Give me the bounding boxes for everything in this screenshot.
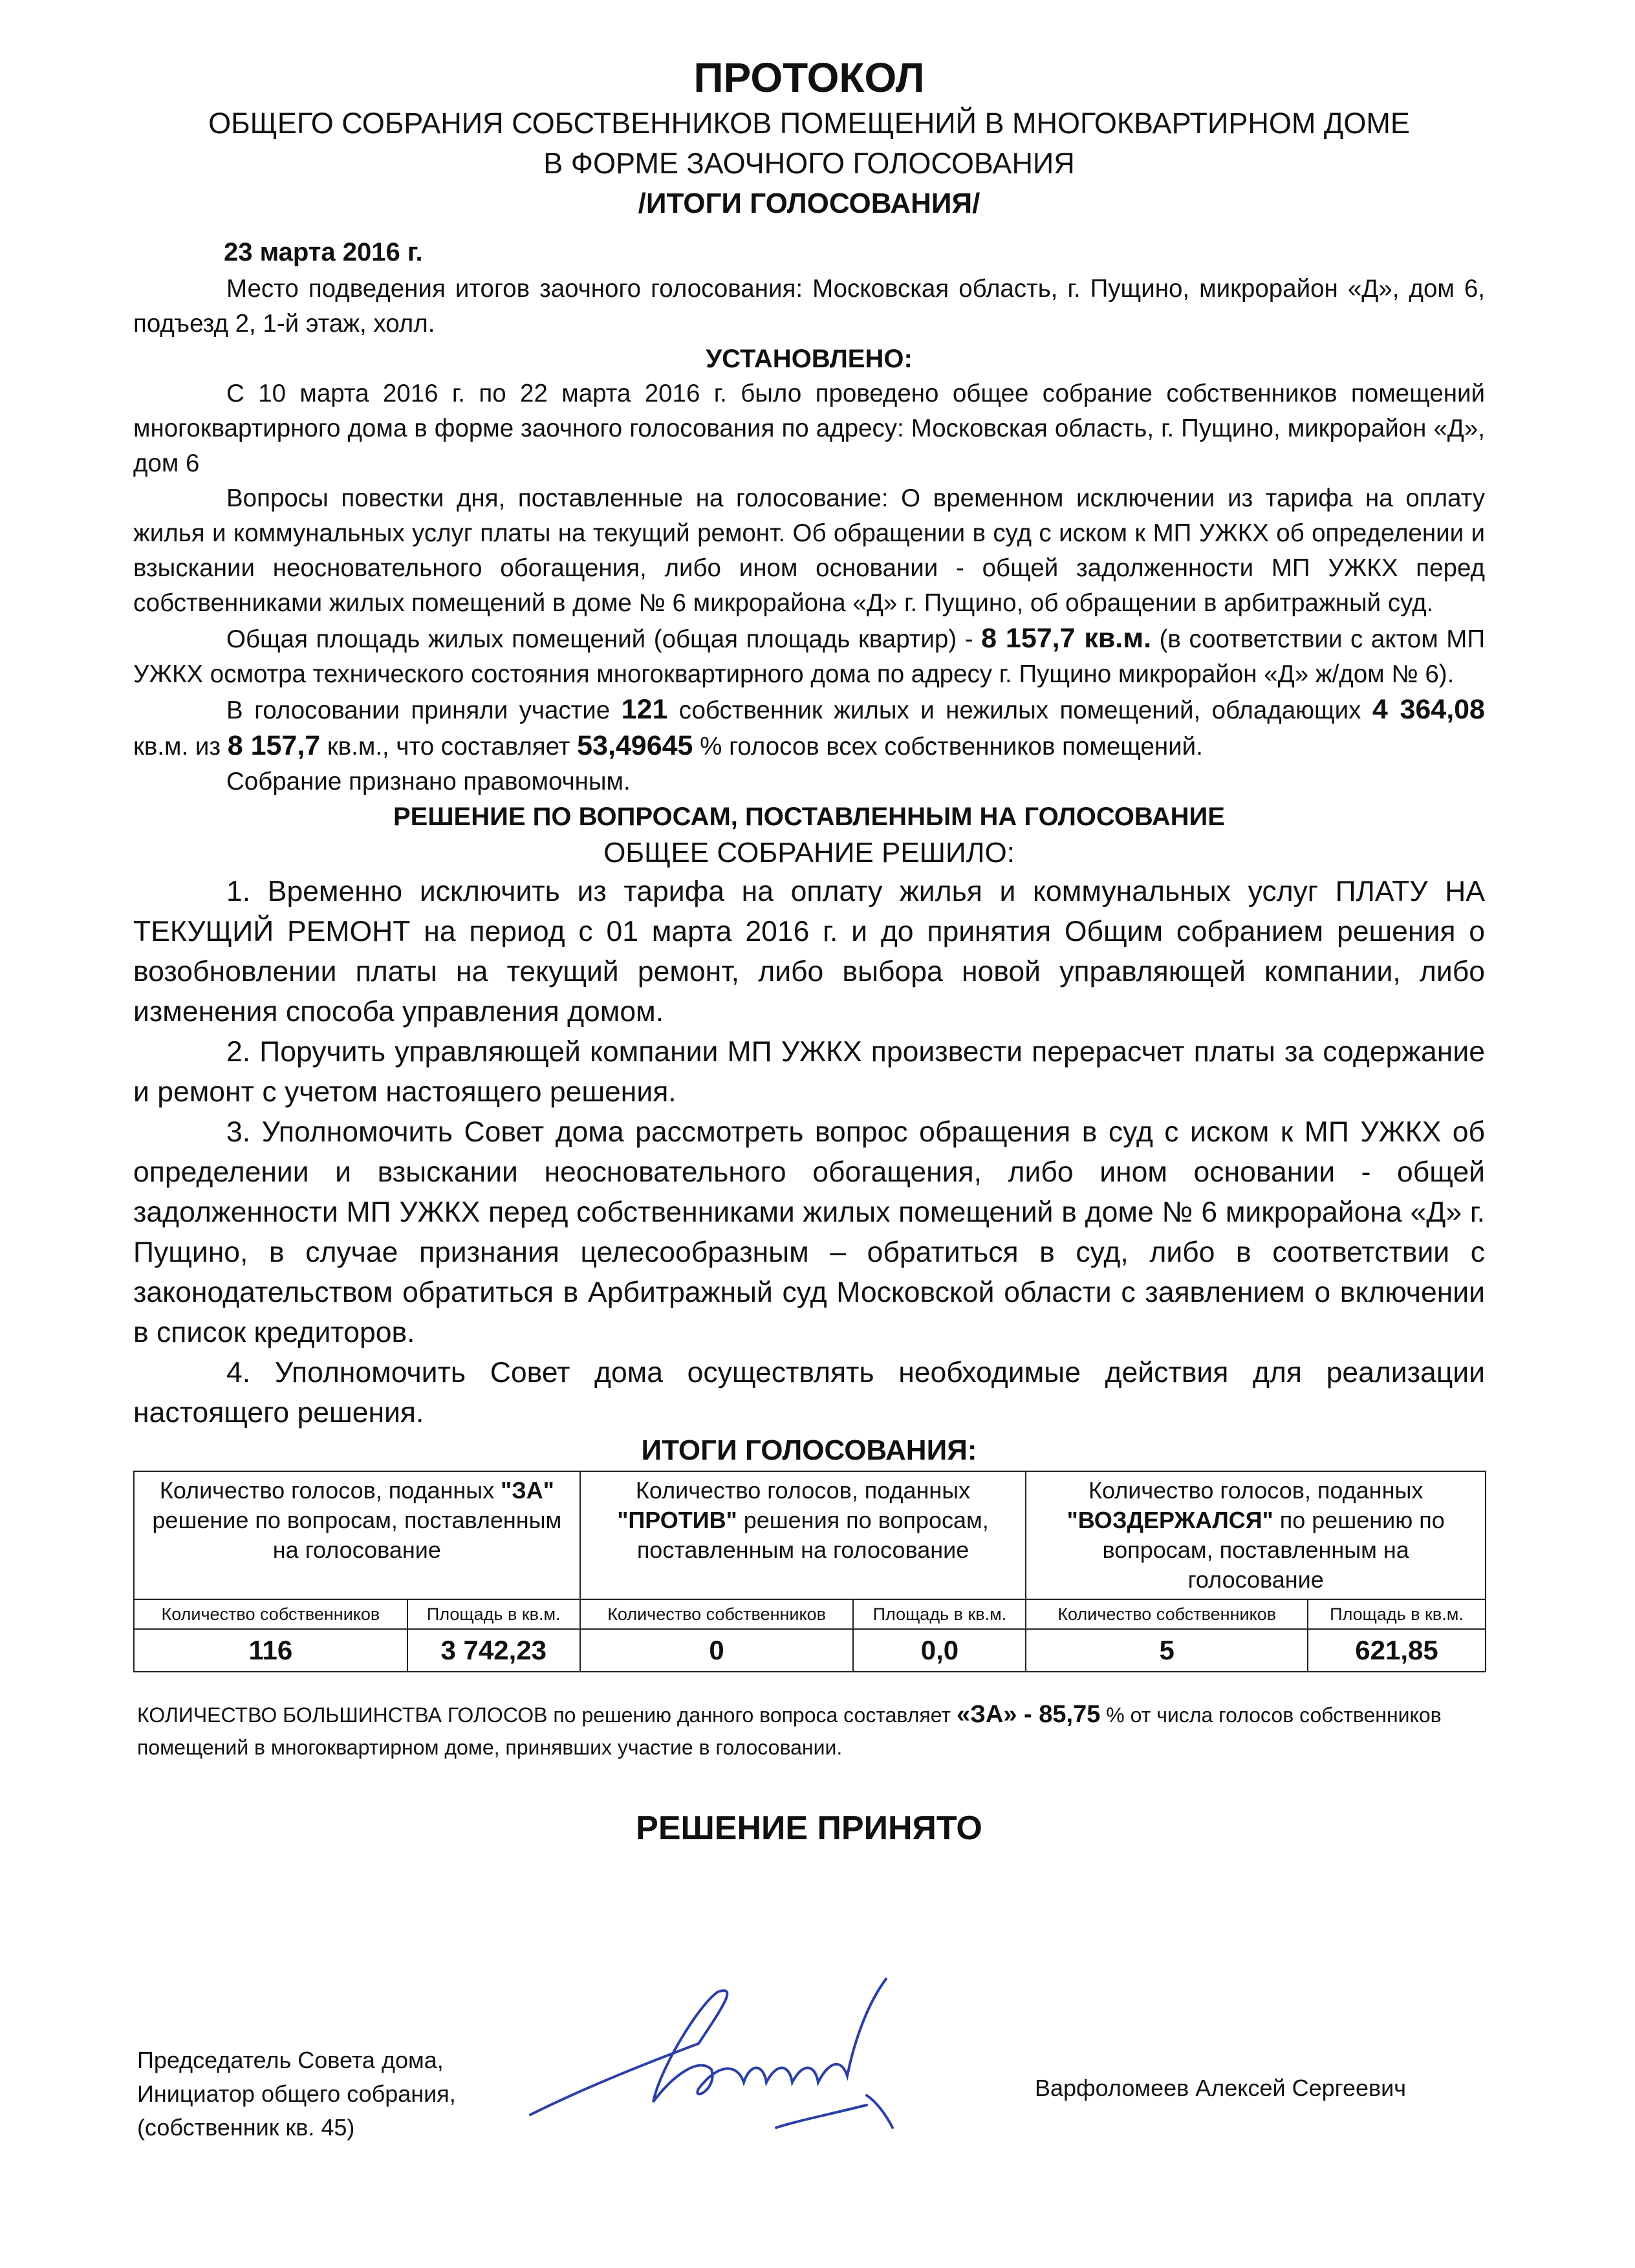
document-subtitle-1: ОБЩЕГО СОБРАНИЯ СОБСТВЕННИКОВ ПОМЕЩЕНИЙ В МНОГОКВАРТИРНОМ ДОМЕ	[208, 107, 1410, 140]
majority-paragraph	[133, 1698, 1485, 1764]
document-body	[133, 39, 1485, 1848]
table-subheader-row	[134, 1599, 1486, 1629]
signatory-line-2: Инициатор общего собрания,	[137, 2080, 456, 2107]
text-span: кв.м. из	[133, 733, 228, 761]
document-subtitle-2: В ФОРМЕ ЗАОЧНОГО ГОЛОСОВАНИЯ	[543, 147, 1075, 180]
document-date: 23 марта 2016 г.	[224, 238, 423, 266]
results-table	[133, 1471, 1486, 1672]
signature-stroke	[530, 1979, 893, 2128]
results-heading: ИТОГИ ГОЛОСОВАНИЯ:	[641, 1434, 977, 1466]
text-span: Количество голосов, поданных	[1088, 1477, 1424, 1504]
handwritten-signature	[504, 1966, 957, 2141]
participation-percent: 53,49645	[577, 730, 693, 761]
header-against	[580, 1471, 1026, 1599]
decision-accepted: РЕШЕНИЕ ПРИНЯТО	[636, 1809, 982, 1847]
participants-area: 4 364,08	[1372, 694, 1485, 725]
decision-heading: РЕШЕНИЕ ПО ВОПРОСАМ, ПОСТАВЛЕННЫМ НА ГОЛОСОВАНИЕ	[393, 803, 1225, 831]
total-area-short: 8 157,7	[227, 730, 321, 761]
subheader-count: Количество собственников	[580, 1599, 854, 1629]
subheader-count: Количество собственников	[1026, 1599, 1308, 1629]
established-heading: УСТАНОВЛЕНО:	[706, 345, 913, 373]
header-abstain	[1026, 1471, 1486, 1599]
signatory-line-1: Председатель Совета дома,	[137, 2047, 444, 2073]
participants-count: 121	[621, 694, 668, 725]
subheader-area: Площадь в кв.м.	[1308, 1599, 1486, 1629]
header-for-keyword: "ЗА"	[501, 1477, 554, 1504]
place-paragraph: Место подведения итогов заочного голосования: Московская область, г. Пущино, микрорайон «Д», дом 6, подъезд 2, 1-й этаж, холл.	[133, 275, 1485, 338]
text-span: по решению по вопросам, поставленным на голосование	[1102, 1507, 1445, 1593]
text-span: собственник жилых и нежилых помещений, обладающих	[667, 697, 1372, 724]
decision-item-4: 4. Уполномочить Совет дома осуществлять необходимые действия для реализации настоящего решения.	[133, 1357, 1485, 1429]
text-span: % голосов всех собственников помещений.	[693, 733, 1203, 761]
paragraph-agenda: Вопросы повестки дня, поставленные на голосование: О временном исключении из тарифа на оплату жилья и коммунальных услуг платы на текущий ремонт. Об обращении в суд с иском к МП УЖКХ об определении и взыскании неосновательного обогащения, либо ином основании - общей задолженности МП УЖКХ перед собственниками жилых помещений в доме № 6 микрорайона «Д» г. Пущино, об обращении в арбитражный суд.	[133, 484, 1485, 617]
document-subtitle-3: /ИТОГИ ГОЛОСОВАНИЯ/	[638, 188, 980, 219]
text-span: (в соответствии с актом МП УЖКХ осмотра технического состояния многоквартирного дома по адресу г. Пущино микрорайон «Д» ж/дом № 6).	[133, 625, 1485, 688]
paragraph-period: С 10 марта 2016 г. по 22 марта 2016 г. было проведено общее собрание собственников помещений многоквартирного дома в форме заочного голосования по адресу: Московская область, г. Пущино, микрорайон «Д», дом 6	[133, 380, 1485, 477]
paragraph-total-area	[133, 621, 1485, 692]
subheader-area: Площадь в кв.м.	[407, 1599, 580, 1629]
text-span: Количество голосов, поданных	[635, 1477, 971, 1504]
signatory-block	[137, 2044, 456, 2144]
header-for	[134, 1471, 580, 1599]
text-span: КОЛИЧЕСТВО БОЛЬШИНСТВА ГОЛОСОВ по решению данного вопроса составляет	[137, 1703, 957, 1727]
paragraph-quorum: Собрание признано правомочным.	[226, 768, 631, 795]
text-span: % от числа голосов собственников помещений в многоквартирном доме, принявших участие в голосовании.	[137, 1703, 1442, 1759]
text-span: кв.м., что составляет	[320, 733, 578, 761]
header-against-keyword: "ПРОТИВ"	[617, 1507, 737, 1533]
abstain-count: 5	[1026, 1629, 1308, 1672]
signatory-name: Варфоломеев Алексей Сергеевич	[1035, 2075, 1406, 2101]
text-span: решение по вопросам, поставленным на голосование	[152, 1507, 562, 1563]
decided-heading: ОБЩЕЕ СОБРАНИЕ РЕШИЛО:	[603, 837, 1015, 869]
subheader-count: Количество собственников	[134, 1599, 407, 1629]
signatory-line-3: (собственник кв. 45)	[137, 2114, 355, 2141]
text-span: Общая площадь жилых помещений (общая площадь квартир) -	[226, 625, 982, 653]
subheader-area: Площадь в кв.м.	[853, 1599, 1026, 1629]
table-values-row	[134, 1629, 1486, 1672]
decision-item-3: 3. Уполномочить Совет дома рассмотреть вопрос обращения в суд с иском к МП УЖКХ об определении и взыскании неосновательного обогащения, либо ином основании - общей задолженности МП УЖКХ перед собственниками жилых помещений в доме № 6 микрорайона «Д» г. Пущино, в случае признания целесообразным – обратиться в суд, либо в соответствии с законодательством обратиться в Арбитражный суд Московской области с заявлением о включении в список кредиторов.	[133, 1116, 1485, 1348]
majority-value: «ЗА» - 85,75	[956, 1701, 1101, 1728]
document-title: ПРОТОКОЛ	[693, 54, 925, 101]
abstain-area: 621,85	[1308, 1629, 1486, 1672]
paragraph-participation	[133, 692, 1485, 764]
for-count: 116	[134, 1629, 407, 1672]
table-header-row	[134, 1471, 1486, 1599]
total-area-value: 8 157,7 кв.м.	[981, 623, 1152, 654]
decisions-list	[133, 872, 1485, 1433]
for-area: 3 742,23	[407, 1629, 580, 1672]
against-area: 0,0	[853, 1629, 1026, 1672]
text-span: В голосовании приняли участие	[226, 697, 622, 724]
text-span: Количество голосов, поданных	[159, 1477, 501, 1504]
header-abstain-keyword: "ВОЗДЕРЖАЛСЯ"	[1067, 1507, 1273, 1533]
against-count: 0	[580, 1629, 854, 1672]
decision-item-2: 2. Поручить управляющей компании МП УЖКХ произвести перерасчет платы за содержание и ремонт с учетом настоящего решения.	[133, 1036, 1485, 1108]
decision-item-1: 1. Временно исключить из тарифа на оплату жилья и коммунальных услуг ПЛАТУ НА ТЕКУЩИЙ РЕМОНТ на период с 01 марта 2016 г. и до принятия Общим собранием решения о возобновлении платы на текущий ремонт, либо выбора новой управляющей компании, либо изменения способа управления домом.	[133, 876, 1485, 1028]
text-span: решения по вопросам, поставленным на голосование	[636, 1507, 989, 1563]
